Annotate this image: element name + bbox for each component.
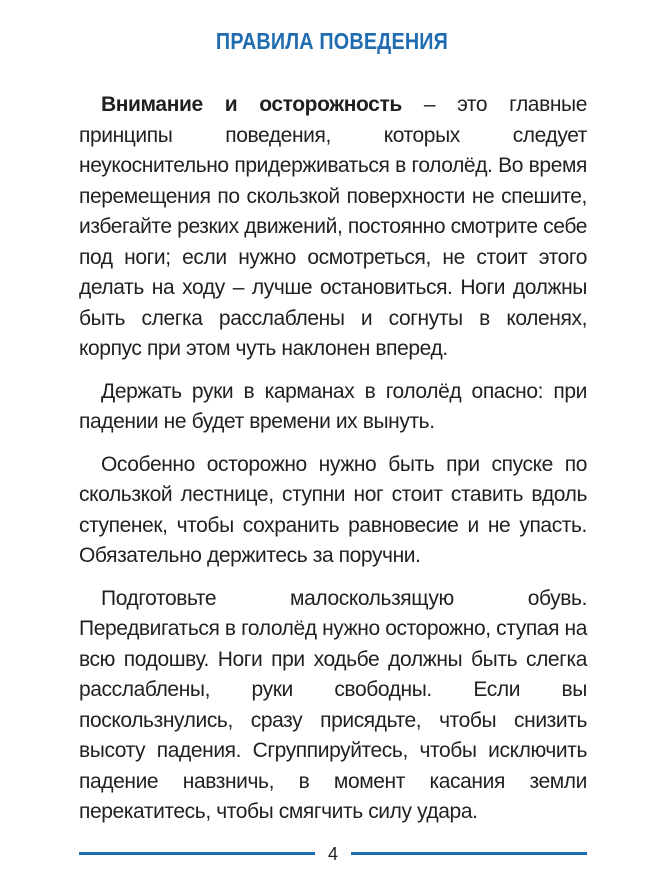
paragraph-3: Особенно осторожно нужно быть при спуске по скользкой лестнице, ступни ног стоит ставить вдоль ступенек, чтобы сохранить равновесие и не упасть. Обязательно держитесь за поручни. [79, 452, 587, 567]
body-text [79, 90, 587, 840]
paragraph-1-text: – это главные принципы поведения, которых следует неукоснительно придерживаться в гололёд. Во время перемещения по скользкой поверхности не спешите, избегайте резких движений, постоянно смотрите себе под ноги; если нужно осмотреться, не стоит этого делать на ходу – лучше остановиться. Ноги должны быть слегка расслаблены и согнуты в коленях, корпус при этом чуть наклонен вперед. [79, 93, 587, 360]
footer-rule-left [79, 852, 315, 855]
paragraph-4: Подготовьте малоскользящую обувь. Передвигаться в гололёд нужно осторожно, ступая на всю подошву. Ноги при ходьбе должны быть слегка расслаблены, руки свободны. Если вы поскользнулись, сразу присядьте, чтобы снизить высоту падения. Сгруппируйтесь, чтобы исключить падение навзничь, в момент касания земли перекатитесь, чтобы смягчить силу удара. [79, 586, 587, 823]
paragraph-1 [79, 90, 587, 365]
paragraph-1-bold-lead: Внимание и осторожность [101, 93, 402, 116]
page-footer [79, 842, 587, 866]
paragraph-2: Держать руки в карманах в гололёд опасно: при падении не будет времени их вынуть. [79, 379, 587, 433]
footer-rule-right [351, 852, 587, 855]
page-number: 4 [327, 844, 338, 864]
page-title: ПРАВИЛА ПОВЕДЕНИЯ [215, 28, 449, 54]
